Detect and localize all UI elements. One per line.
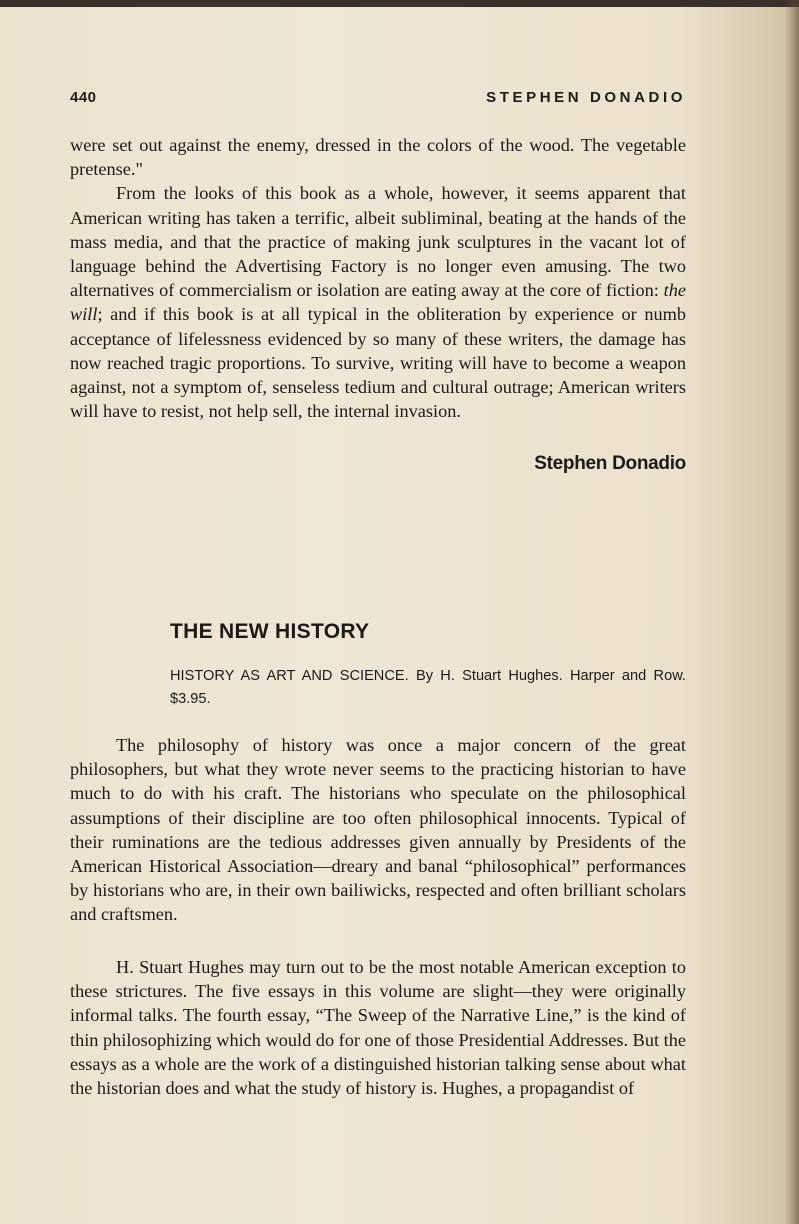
running-head-author: STEPHEN DONADIO <box>486 89 686 106</box>
paragraph <box>70 181 686 423</box>
page-gutter-edge <box>785 0 799 1224</box>
top-edge-shadow <box>0 0 799 7</box>
italic-phrase: the will <box>70 280 686 325</box>
review-two-paragraph-one <box>70 733 686 927</box>
review-two-paragraph-two <box>70 955 686 1100</box>
section-title: THE NEW HISTORY <box>170 620 370 643</box>
paragraph-text: From the looks of this book as a whole, however, it seems apparent that American writing has taken a terrific, albeit subliminal, beating at the hands of the mass media, and that the practice of making junk sculptures in the vacant lot of language behind the Advertising Factory is no longer even amusing. The two alternatives of commercialism or isolation are eating away at the core of fiction: <box>70 183 686 301</box>
page-number: 440 <box>70 89 97 106</box>
paragraph: H. Stuart Hughes may turn out to be the most notable American exception to these strictures. The five essays in this volume are slight—they were originally informal talks. The fourth essay, “The Sweep of the Narrative Line,” is the kind of thin philosophizing which would do for one of those Presidential Addresses. But the essays as a whole are the work of a distinguished historian talking sense about what the historian does and what the study of history is. Hughes, a propagandist of <box>70 957 686 1099</box>
running-head <box>70 89 686 111</box>
paragraph: The philosophy of history was once a major concern of the great philosophers, but what they wrote never seems to the practicing historian to have much to do with his craft. The historians who speculate on the philosophical assumptions of their discipline are too often philosophical innocents. Typical of their ruminations are the tedious addresses given annually by Presidents of the American Historical Association—dreary and banal “philosophical” performances by historians who are, in their own bailiwicks, respected and often brilliant scholars and craftsmen. <box>70 735 686 925</box>
paragraph: were set out against the enemy, dressed in the colors of the wood. The vegetable pretense." <box>70 135 686 180</box>
review-one-text <box>70 133 686 423</box>
book-citation: HISTORY AS ART AND SCIENCE. By H. Stuart Hughes. Harper and Row. $3.95. <box>170 668 686 707</box>
review-signature: Stephen Donadio <box>534 453 686 474</box>
paragraph-text: ; and if this book is at all typical in the obliteration by experience or numb acceptance of lifelessness evidenced by so many of these writers, the damage has now reached tragic proportions. To survive, writing will have to become a weapon against, not a symptom of, senseless tedium and cultural outrage; American writers will have to resist, not help sell, the internal invasion. <box>70 304 686 422</box>
